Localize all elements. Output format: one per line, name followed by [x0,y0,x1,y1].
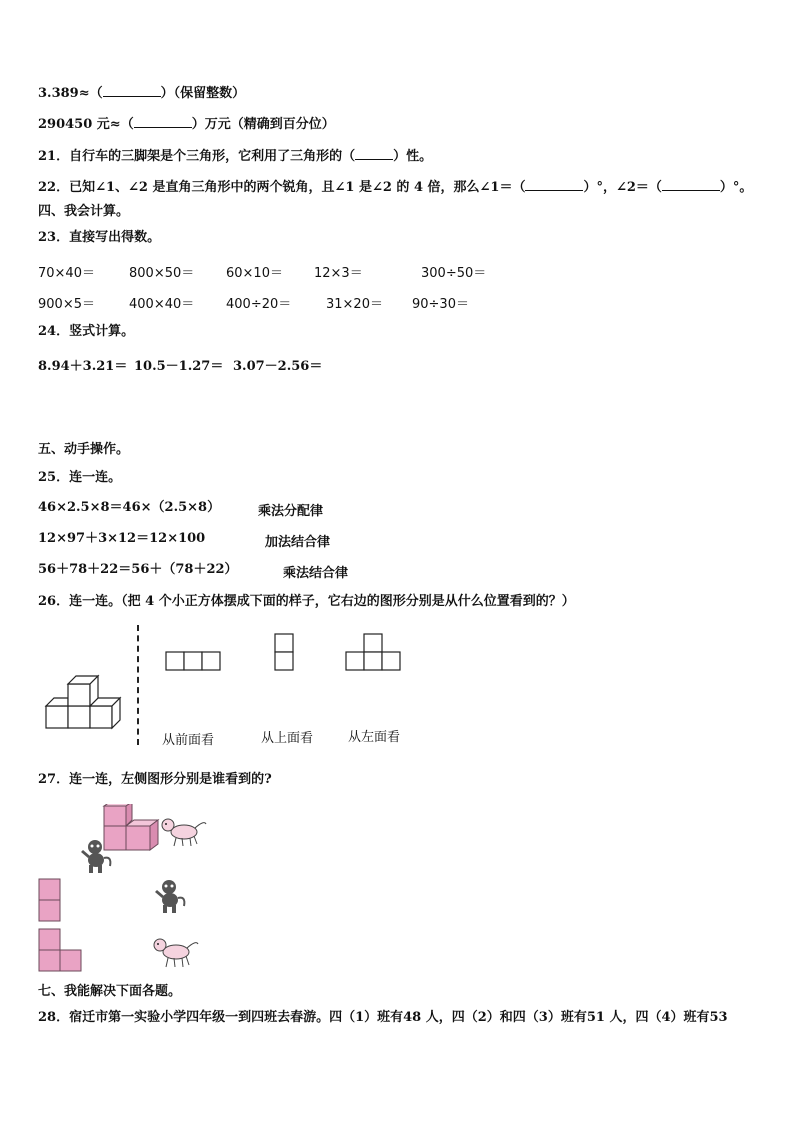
monkey-icon [78,838,114,874]
answer-blank[interactable] [134,115,192,128]
answer-blank[interactable] [355,147,393,160]
view-l-shape-figure [38,928,84,974]
section-7-heading: 七、我能解决下面各题。 [38,984,182,999]
round-question-1: 3.389≈（ ）（保留整数） [38,86,246,101]
question-21: 21．自行车的三脚架是个三角形，它利用了三角形的（ ）性。 [38,149,433,164]
section-5-heading: 五、动手操作。 [38,442,130,457]
view-label[interactable]: 从前面看 [162,733,215,748]
match-right-item[interactable]: 乘法结合律 [283,566,349,581]
calc-item: 800×50＝ [129,266,195,281]
divider-dashed-line [137,625,139,745]
view-top-figure [273,632,297,672]
answer-blank[interactable] [525,178,583,191]
view-label[interactable]: 从上面看 [261,731,314,746]
question-28: 28．宿迁市第一实验小学四年级一到四班去春游。四（1）班有48 人，四（2）和四（3）班有51 人，四（4）班有53 [38,1010,728,1025]
match-right-item[interactable]: 乘法分配律 [258,504,324,519]
calc-item: 60×10＝ [226,266,283,281]
match-left-item[interactable]: 56＋78＋22＝56＋（78＋22） [38,562,238,577]
answer-blank[interactable] [662,178,720,191]
calc-item: 31×20＝ [326,297,383,312]
match-left-item[interactable]: 46×2.5×8＝46×（2.5×8） [38,500,221,515]
vertical-calc-item: 3.07－2.56＝ [233,359,323,374]
vertical-calc-item: 10.5－1.27＝ [134,359,224,374]
view-front-figure [165,650,223,672]
question-24: 24．竖式计算。 [38,324,135,339]
question-22: 22．已知∠1、∠2 是直角三角形中的两个锐角，且∠1 是∠2 的 4 倍，那么∠1＝（ ）°，∠2＝（ ）°。 [38,180,753,195]
calc-item: 90÷30＝ [412,297,469,312]
vertical-calc-item: 8.94＋3.21＝ [38,359,128,374]
dog-icon [158,814,208,848]
cube-stack-figure [44,668,124,730]
calc-item: 400÷20＝ [226,297,292,312]
round-question-2: 290450 元≈（ ）万元（精确到百分位） [38,117,335,132]
calc-item: 400×40＝ [129,297,195,312]
calc-item: 300÷50＝ [421,266,487,281]
match-left-item[interactable]: 12×97＋3×12＝12×100 [38,531,206,546]
question-23: 23．直接写出得数。 [38,230,161,245]
calc-item: 12×3＝ [314,266,363,281]
view-left-figure [344,632,404,672]
answer-blank[interactable] [103,84,161,97]
view-two-stacked-figure [38,878,62,924]
calc-item: 70×40＝ [38,266,95,281]
calc-item: 900×5＝ [38,297,95,312]
monkey-icon [152,878,188,914]
section-4-heading: 四、我会计算。 [38,204,130,219]
dog-icon [150,934,200,970]
question-27: 27．连一连，左侧图形分别是谁看到的? [38,772,272,787]
question-26: 26．连一连。（把 4 个小正方体摆成下面的样子，它右边的图形分别是从什么位置看到的？） [38,594,575,609]
question-25: 25．连一连。 [38,470,122,485]
view-label[interactable]: 从左面看 [348,730,401,745]
match-right-item[interactable]: 加法结合律 [265,535,331,550]
